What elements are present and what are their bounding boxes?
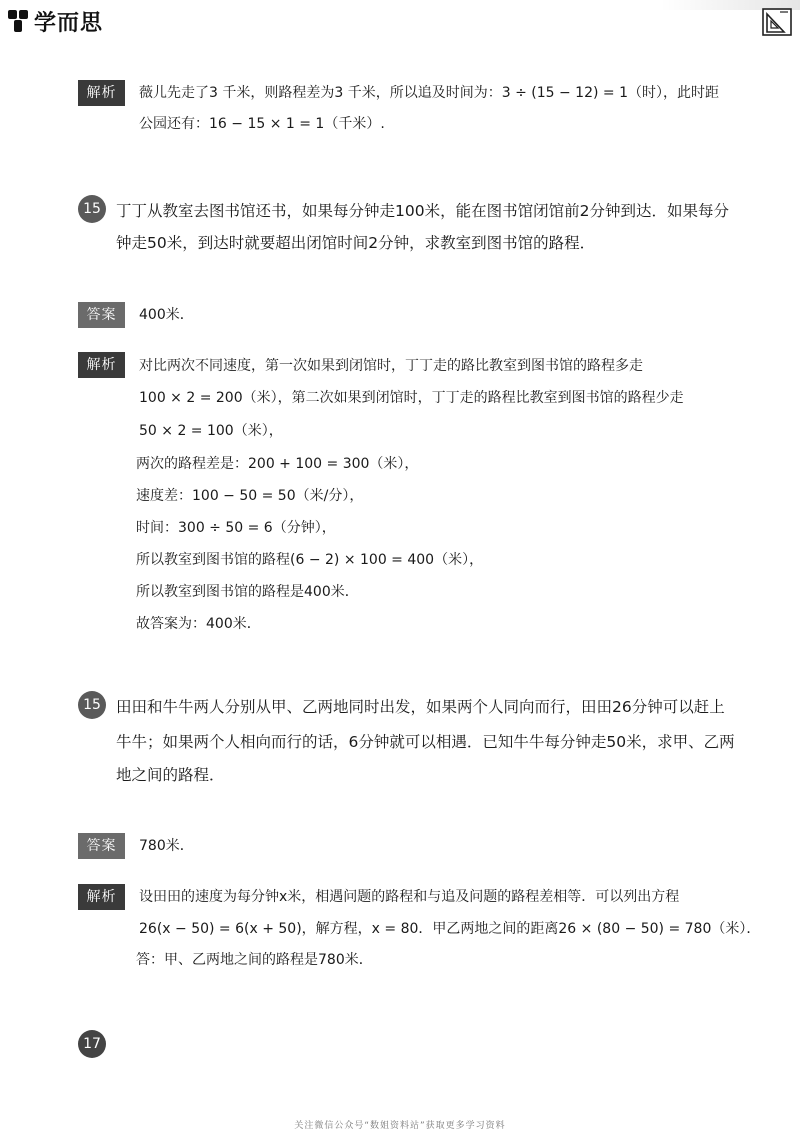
brand-mark-icon bbox=[6, 8, 32, 34]
question-number-badge: 17 bbox=[78, 1030, 106, 1058]
question-text: 牛牛；如果两个人相向而行的话，6分钟就可以相遇．已知牛牛每分钟走50米，求甲、乙两 bbox=[116, 733, 735, 751]
analysis-line: 薇儿先走了3 千米，则路程差为3 千米，所以追及时间为：3 ÷ (15 − 12) = 1（时），此时距 bbox=[139, 85, 719, 101]
question-number-badge: 15 bbox=[78, 691, 106, 719]
analysis-line: 100 × 2 = 200（米），第二次如果到闭馆时，丁丁走的路程比教室到图书馆的路程少走 bbox=[139, 390, 684, 406]
answer-tag: 答案 bbox=[78, 833, 125, 859]
analysis-tag: 解析 bbox=[78, 80, 125, 106]
analysis-line: 设田田的速度为每分钟x米，相遇问题的路程和与追及问题的路程差相等．可以列出方程 bbox=[139, 889, 680, 905]
question-text: 田田和牛牛两人分别从甲、乙两地同时出发，如果两个人同向而行，田田26分钟可以赶上 bbox=[116, 698, 725, 716]
brand-logo bbox=[6, 6, 103, 36]
footer-note: 关注微信公众号“数姐资料站”获取更多学习资料 bbox=[294, 1121, 506, 1131]
answer-text: 400米． bbox=[139, 307, 194, 323]
analysis-tag: 解析 bbox=[78, 884, 125, 910]
analysis-line: 答：甲、乙两地之间的路程是780米． bbox=[136, 952, 373, 968]
ruler-triangle-icon bbox=[762, 8, 792, 36]
analysis-line: 50 × 2 = 100（米）， bbox=[139, 423, 283, 439]
question-text: 钟走50米，到达时就要超出闭馆时间2分钟，求教室到图书馆的路程． bbox=[116, 234, 596, 252]
analysis-line: 故答案为：400米． bbox=[136, 616, 261, 632]
analysis-line: 26(x − 50) = 6(x + 50)，解方程，x = 80．甲乙两地之间的距离26 × (80 − 50) = 780（米）． bbox=[139, 921, 761, 937]
analysis-line: 时间：300 ÷ 50 = 6（分钟）， bbox=[136, 520, 336, 536]
question-text: 地之间的路程． bbox=[116, 766, 225, 784]
analysis-line: 所以教室到图书馆的路程是400米． bbox=[136, 584, 359, 600]
analysis-line: 公园还有：16 − 15 × 1 = 1（千米）. bbox=[139, 116, 385, 132]
answer-tag: 答案 bbox=[78, 302, 125, 328]
analysis-line: 所以教室到图书馆的路程(6 − 2) × 100 = 400（米）， bbox=[136, 552, 484, 568]
analysis-tag: 解析 bbox=[78, 352, 125, 378]
answer-text: 780米． bbox=[139, 838, 194, 854]
question-number-badge: 15 bbox=[78, 195, 106, 223]
analysis-line: 速度差：100 − 50 = 50（米/分）， bbox=[136, 488, 364, 504]
question-text: 丁丁从教室去图书馆还书，如果每分钟走100米，能在图书馆闭馆前2分钟到达．如果每分 bbox=[116, 202, 729, 220]
analysis-line: 两次的路程差是：200 + 100 = 300（米）， bbox=[136, 456, 419, 472]
analysis-line: 对比两次不同速度，第一次如果到闭馆时，丁丁走的路比教室到图书馆的路程多走 bbox=[139, 358, 643, 374]
brand-name: 学而思 bbox=[34, 10, 104, 36]
